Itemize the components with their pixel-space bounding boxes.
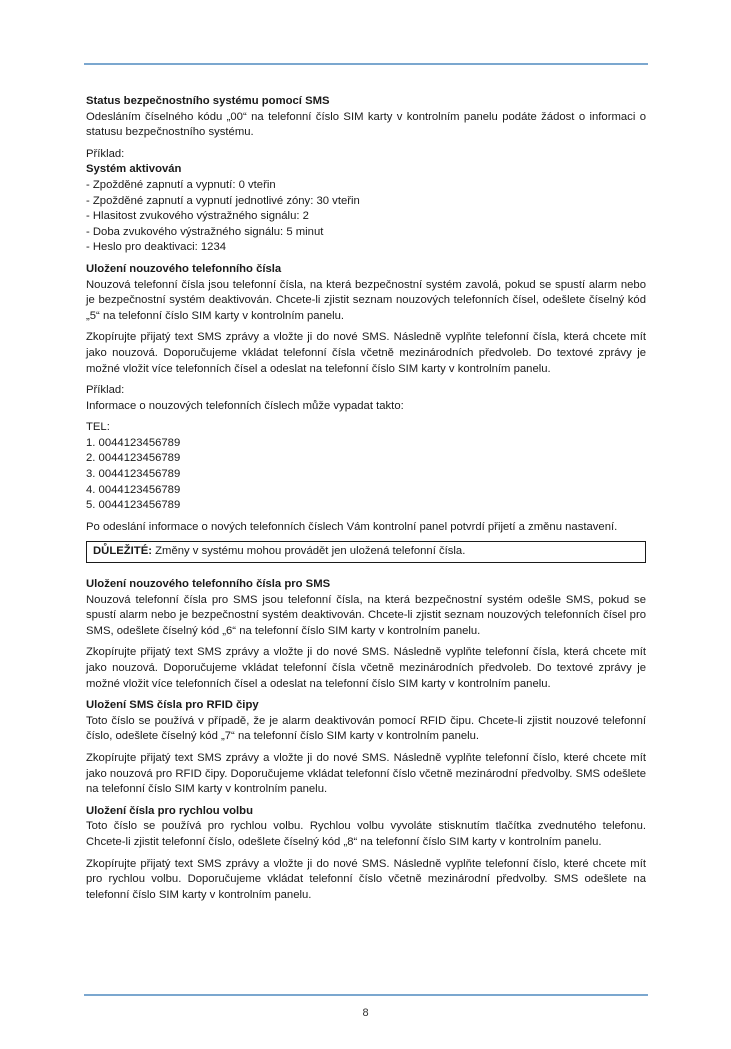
section-title: Uložení SMS čísla pro RFID čipy <box>86 699 259 712</box>
example-line: - Heslo pro deaktivaci: 1234 <box>86 241 227 254</box>
section-text: Toto číslo se používá v případě, že je alarm deaktivován pomocí RFID čipu. Chcete-li zjistit nouzové telefonní číslo, odešlete číselný kód „7“ na telefonní číslo SIM karty v kontrolním panelu. <box>86 714 646 743</box>
section-title: Uložení nouzového telefonního čísla pro SMS <box>86 578 331 591</box>
section-text: Toto číslo se používá pro rychlou volbu. Rychlou volbu vyvoláte stisknutím tlačítka zvednutého telefonu. Chcete-li zjistit telefonní číslo, odešlete číselný kód „8“ na telefonní číslo SIM karty v kontrolním panelu. <box>86 820 646 848</box>
tel-line: 5. 0044123456789 <box>86 499 181 512</box>
tel-line: 2. 0044123456789 <box>86 452 181 465</box>
example-label: Příklad: <box>86 147 125 160</box>
important-label: DŮLEŽITÉ: <box>93 545 152 558</box>
example-line: - Zpožděné zapnutí a vypnutí: 0 vteřin <box>86 178 276 191</box>
section-title: Uložení čísla pro rychlou volbu <box>86 804 253 817</box>
section-text: Po odeslání informace o nových telefonních číslech Vám kontrolní panel potvrdí přijetí a změnu nastavení. <box>86 520 618 533</box>
header-rule <box>84 63 648 65</box>
section-text: Zkopírujte přijatý text SMS zprávy a vložte ji do nové SMS. Následně vyplňte telefonní číslo, které chcete mít pro rychlou volbu. Doporučujeme vkládat telefonní číslo včetně mezinárodní předvolby. SMS odešlete na telefonní číslo SIM karty v kontrolním panelu. <box>86 857 646 901</box>
tel-line: 1. 0044123456789 <box>86 436 181 449</box>
section-title: Uložení nouzového telefonního čísla <box>86 262 282 275</box>
tel-line: 4. 0044123456789 <box>86 483 181 496</box>
important-notice <box>86 541 646 563</box>
section-title: Status bezpečnostního systému pomocí SMS <box>86 95 330 107</box>
document-body <box>86 94 646 903</box>
example-block <box>86 383 646 414</box>
example-block <box>86 147 646 256</box>
example-line: - Hlasitost zvukového výstražného signálu: 2 <box>86 210 309 223</box>
footer-rule <box>84 994 648 996</box>
tel-line: 3. 0044123456789 <box>86 468 181 481</box>
example-label: Příklad: <box>86 384 125 397</box>
section-text: Zkopírujte přijatý text SMS zprávy a vložte ji do nové SMS. Následně vyplňte telefonní číslo, které chcete mít jako nouzová pro RFID čipy. Doporučujeme vkládat telefonní číslo včetně mezinárodní předvolby. SMS odešlete na telefonní číslo SIM karty v kontrolním panelu. <box>86 751 646 796</box>
example-title: Systém aktivován <box>86 163 182 176</box>
section-speed-dial <box>86 804 646 851</box>
section-status <box>86 94 646 141</box>
tel-list <box>86 420 646 514</box>
section-text: Nouzová telefonní čísla jsou telefonní čísla, na která bezpečnostní systém zavolá, pokud se spustí alarm nebo je bezpečnostní systém deaktivován. Chcete-li zjistit seznam nouzových telefonních čísel, odešlete číselný kód „5“ na telefonní číslo SIM karty v kontrolním panelu. <box>86 278 646 322</box>
section-text: Nouzová telefonní čísla pro SMS jsou telefonní čísla, na která bezpečnostní systém odešle SMS, pokud se spustí alarm nebo je bezpečnostní systém deaktivován. Chcete-li zjistit seznam nouzových telefonních čísel pro SMS, odešlete číselný kód „6“ na telefonní číslo SIM karty v kontrolním panelu. <box>86 593 646 637</box>
example-line: - Doba zvukového výstražného signálu: 5 minut <box>86 225 324 238</box>
important-text: Změny v systému mohou provádět jen uložená telefonní čísla. <box>152 545 466 558</box>
tel-label: TEL: <box>86 421 110 434</box>
section-rfid <box>86 698 646 745</box>
page-number: 8 <box>362 1007 369 1019</box>
example-line: - Zpožděné zapnutí a vypnutí jednotlivé zóny: 30 vteřin <box>86 194 360 207</box>
section-text: Zkopírujte přijatý text SMS zprávy a vložte ji do nové SMS. Následně vyplňte telefonní čísla, která chcete mít jako nouzová. Doporučujeme vkládat telefonní čísla včetně mezinárodních předvoleb. Do textové zprávy je možné vložit více telefonních čísel a odeslat na telefonní číslo SIM karty v kontrolním panelu. <box>86 646 646 690</box>
section-text: Zkopírujte přijatý text SMS zprávy a vložte ji do nové SMS. Následně vyplňte telefonní čísla, která chcete mít jako nouzová. Doporučujeme vkládat telefonní čísla včetně mezinárodních předvoleb. Do textové zprávy je možné vložit více telefonních čísel a odeslat na telefonní číslo SIM karty v kontrolním panelu. <box>86 331 646 375</box>
section-sms <box>86 577 646 639</box>
section-text: Odesláním číselného kódu „00“ na telefonní číslo SIM karty v kontrolním panelu podáte žádost o informaci o statusu bezpečnostního systému. <box>86 110 646 139</box>
section-emergency <box>86 262 646 324</box>
example-intro: Informace o nouzových telefonních číslech může vypadat takto: <box>86 399 404 412</box>
